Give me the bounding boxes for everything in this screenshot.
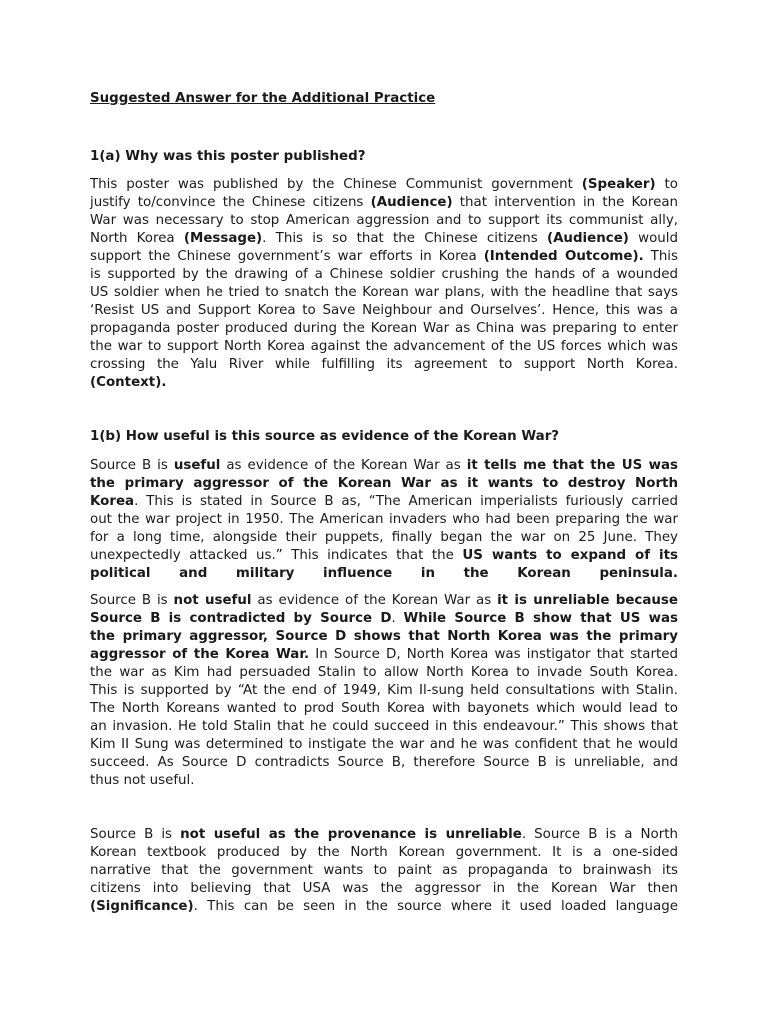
bold-text-run: the primary aggressor, Source D shows that North Korea was the primary [90,629,678,644]
text-run: . [391,611,404,626]
bold-text-run: (Context). [90,375,167,390]
bold-text-run: (Audience) [546,231,629,246]
text-run: The North Koreans wanted to prod South Korea with bayonets which would lead to [90,701,678,716]
text-run: succeed. As Source D contradicts Source B, therefore Source B is unreliable, and [90,755,678,770]
text-line [90,475,678,493]
text-line [90,862,678,880]
text-run: to [655,177,678,192]
text-line [90,284,678,302]
bold-text-run: aggressor of the Korea War. [90,647,310,662]
text-run: for a long time, alongside their puppets, finally began the war on 25 June. They [90,530,678,545]
text-run: War was necessary to stop American aggression and to support its communist ally, [90,213,678,228]
text-line [90,230,678,248]
bold-text-run: not useful [173,593,252,608]
bold-text-run: political and military influence in the Korean peninsula. [90,566,678,581]
text-line [90,338,678,356]
text-line [90,176,678,194]
text-run: an invasion. He told Stalin that he could succeed in this endeavour.” This shows that [90,719,678,734]
text-run: that intervention in the Korean [452,195,679,210]
text-run: This [643,249,678,264]
bold-text-run: While Source B show that US was [403,611,678,626]
question-1b-heading: 1(b) How useful is this source as evidence of the Korean War? [90,429,560,444]
bold-text-run: Korea [90,494,135,509]
text-line [90,898,678,916]
bold-text-run: (Audience) [370,195,453,210]
question-1a-heading: 1(a) Why was this poster published? [90,149,366,164]
text-run: support the Chinese government’s war efforts in Korea [90,249,484,264]
text-run: In Source D, North Korea was instigator that started [309,647,679,662]
text-line [90,547,678,565]
bold-text-run: (Speaker) [581,177,656,192]
text-line [90,826,678,844]
text-run: propaganda poster produced during the Korean War as China was preparing to enter [90,321,678,336]
text-line [90,664,678,682]
text-line [90,880,678,898]
bold-text-run: it is unreliable because [497,593,678,608]
bold-text-run: not useful as the provenance is unreliable [180,827,522,842]
text-run: This is supported by “At the end of 1949, Kim Il-sung held consultations with Stalin. [90,683,678,698]
text-line [90,682,678,700]
text-line [90,493,678,511]
bold-text-run: (Message) [183,231,263,246]
text-line [90,529,678,547]
text-run: as evidence of the Korean War as [220,458,467,473]
text-run: Source B is [90,827,181,842]
text-run: Source B is [90,593,174,608]
text-run: out the war project in 1950. The American invaders who had been preparing the war [90,512,678,527]
text-line [90,511,678,529]
text-run: narrative that the government wants to paint as propaganda to brainwash its [90,863,678,878]
text-run: . Source B is a North [521,827,678,842]
bold-text-run: the primary aggressor of the Korean War as it wants to destroy North [90,476,678,491]
text-line [90,754,678,772]
text-line [90,248,678,266]
text-run: would [628,231,678,246]
text-line [90,646,678,664]
text-line [90,266,678,284]
text-line [90,844,678,862]
text-line [90,772,678,790]
bold-text-run: useful [173,458,221,473]
text-line [90,212,678,230]
text-line [90,374,678,392]
text-line [90,592,678,610]
bold-text-run: US wants to expand of its [462,548,678,563]
text-line [90,320,678,338]
text-run: . This is so that the Chinese citizens [262,231,547,246]
answer-1b-paragraph-not-useful-reliability [90,592,678,790]
text-line [90,457,678,475]
bold-text-run: it tells me that the US was [466,458,678,473]
text-line [90,718,678,736]
text-run: unexpectedly attacked us.” This indicates that the [90,548,463,563]
text-line [90,194,678,212]
bold-text-run: (Intended Outcome). [483,249,644,264]
text-run: US soldier when he tried to snatch the Korean war plans, with the headline that says [90,285,678,300]
answer-1b-paragraph-not-useful-provenance [90,826,678,916]
text-run: Source B is [90,458,174,473]
text-run: is supported by the drawing of a Chinese soldier crushing the hands of a wounded [90,267,678,282]
text-line [90,610,678,628]
text-run: as evidence of the Korean War as [251,593,498,608]
text-run: justify to/convince the Chinese citizens [90,195,371,210]
text-run: This poster was published by the Chinese Communist government [90,177,582,192]
answer-1a-paragraph [90,176,678,392]
text-run: . This is stated in Source B as, “The American imperialists furiously carried [134,494,678,509]
text-line [90,700,678,718]
text-run: ‘Resist US and Support Korea to Save Neighbour and Ourselves’. Hence, this was a [90,303,678,318]
text-run: thus not useful. [90,773,195,788]
text-run: citizens into believing that USA was the aggressor in the Korean War then [90,881,678,896]
bold-text-run: Source B is contradicted by Source D [90,611,392,626]
text-line [90,565,678,583]
text-line [90,356,678,374]
text-run: North Korea [90,231,184,246]
document-page [90,0,678,1024]
text-line [90,736,678,754]
text-line [90,628,678,646]
text-run: the war to support North Korea against the advancement of the US forces which was [90,339,678,354]
document-title: Suggested Answer for the Additional Practice [90,91,436,106]
bold-text-run: (Significance) [90,899,194,914]
text-run: the war as Kim had persuaded Stalin to allow North Korea to invade South Korea. [90,665,678,680]
text-run: . This can be seen in the source where it used loaded language [193,899,678,914]
text-run: Korean textbook produced by the North Korean government. It is a one-sided [90,845,678,860]
answer-1b-paragraph-useful [90,457,678,583]
text-run: crossing the Yalu River while fulfilling its agreement to support North Korea. [90,357,678,372]
text-line [90,302,678,320]
text-run: Kim II Sung was determined to instigate the war and he was confident that he would [90,737,678,752]
